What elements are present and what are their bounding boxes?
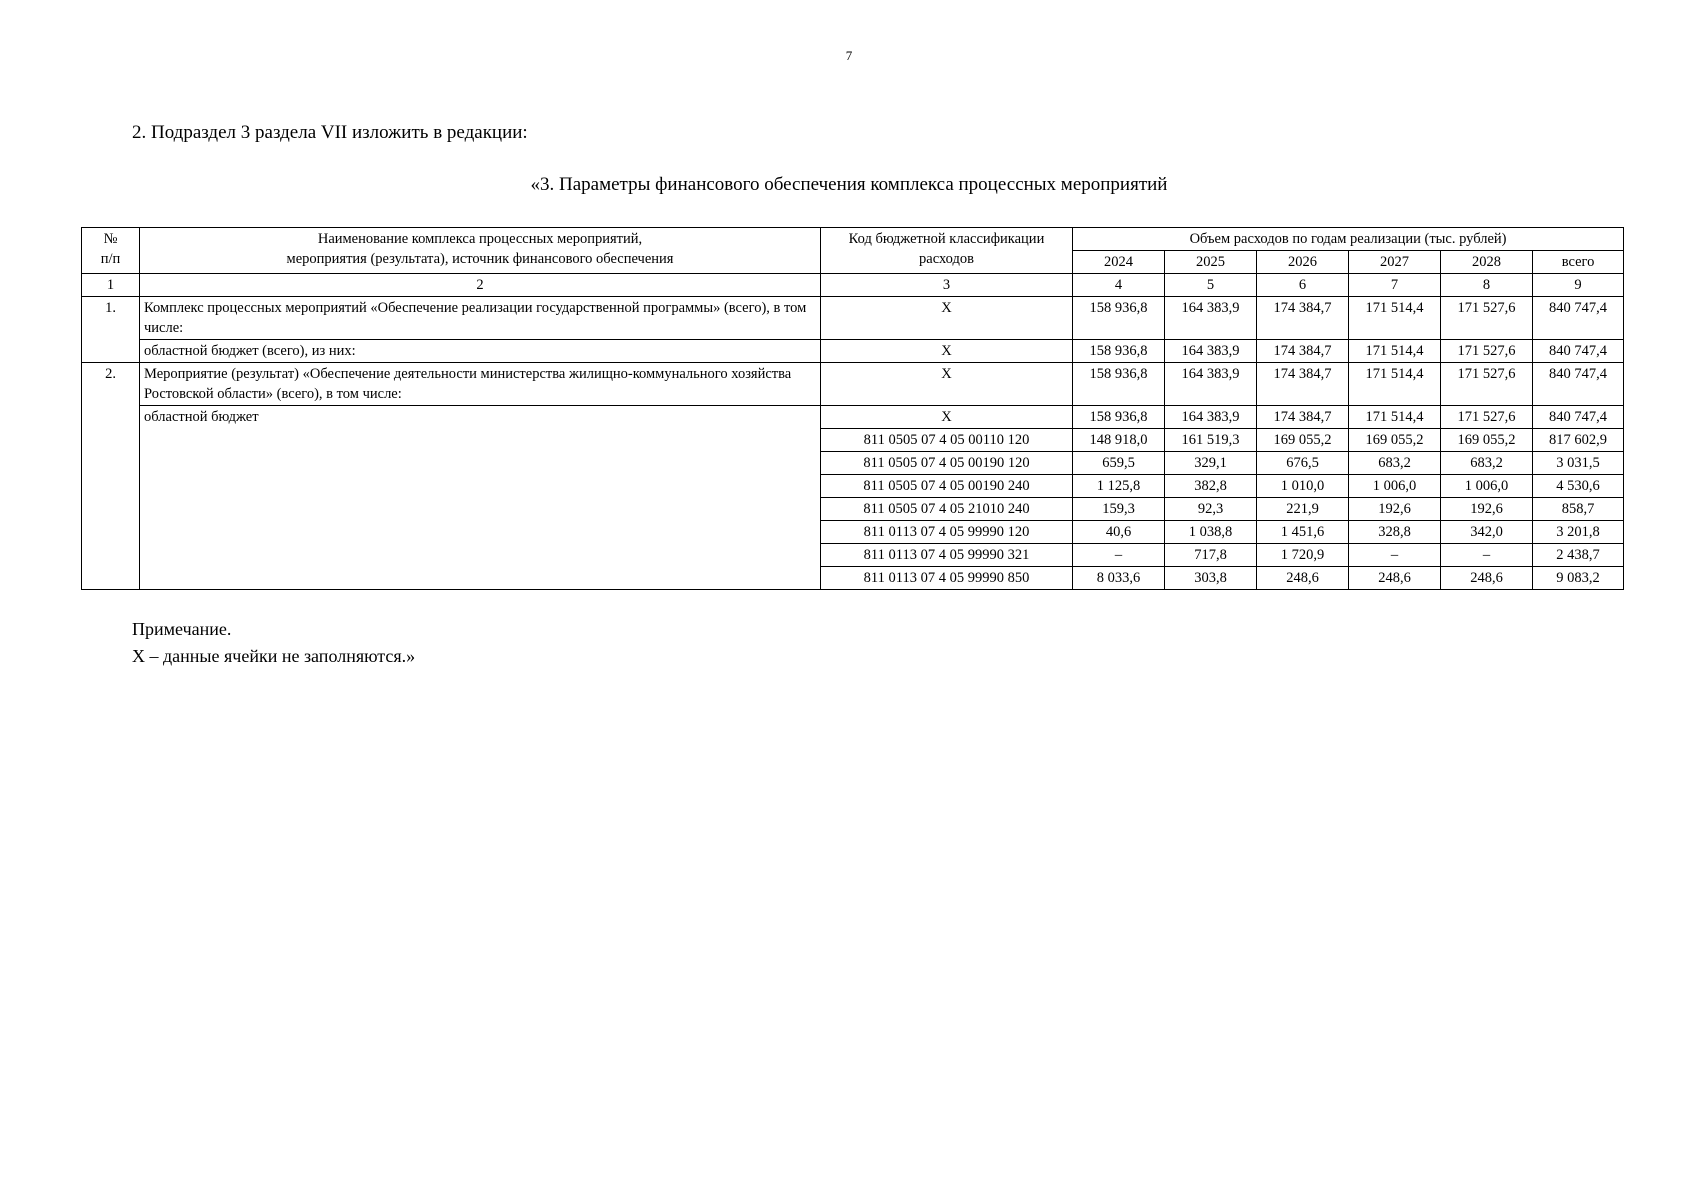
row-name: Мероприятие (результат) «Обеспечение деятельности министерства жилищно-коммунального хозяйства Ростовской области» (всего), в том числе:	[140, 363, 821, 406]
column-number: 2	[140, 274, 821, 297]
header-num	[82, 228, 140, 274]
column-number: 5	[1165, 274, 1257, 297]
row-value: 248,6	[1349, 567, 1441, 590]
row-value: –	[1073, 544, 1165, 567]
row-value: 817 602,9	[1533, 429, 1624, 452]
row-code: 811 0505 07 4 05 00190 120	[821, 452, 1073, 475]
header-name-line1: Наименование комплекса процессных мероприятий,	[317, 231, 643, 247]
row-value: 248,6	[1441, 567, 1533, 590]
row-code: 811 0113 07 4 05 99990 120	[821, 521, 1073, 544]
row-value: 248,6	[1257, 567, 1349, 590]
row-value: 1 006,0	[1349, 475, 1441, 498]
row-value: 3 031,5	[1533, 452, 1624, 475]
row-value: 1 720,9	[1257, 544, 1349, 567]
row-value: 171 514,4	[1349, 406, 1441, 429]
row-value: 221,9	[1257, 498, 1349, 521]
row-value: 840 747,4	[1533, 340, 1624, 363]
note-title: Примечание.	[132, 619, 232, 639]
row-value: –	[1349, 544, 1441, 567]
row-value: 192,6	[1441, 498, 1533, 521]
column-number: 8	[1441, 274, 1533, 297]
column-number: 6	[1257, 274, 1349, 297]
header-year: 2026	[1257, 251, 1349, 274]
row-value: –	[1441, 544, 1533, 567]
row-value: 158 936,8	[1073, 340, 1165, 363]
row-value: 158 936,8	[1073, 406, 1165, 429]
header-num-line1: №	[103, 231, 118, 247]
row-value: 328,8	[1349, 521, 1441, 544]
row-code: 811 0505 07 4 05 00110 120	[821, 429, 1073, 452]
intro-paragraph: 2. Подраздел 3 раздела VII изложить в редакции:	[132, 122, 528, 143]
header-row-1	[82, 228, 1624, 251]
row-value: 303,8	[1165, 567, 1257, 590]
header-total: всего	[1533, 251, 1624, 274]
row-value: 174 384,7	[1257, 297, 1349, 340]
column-number: 7	[1349, 274, 1441, 297]
row-number: 1.	[82, 297, 140, 363]
row-value: 171 527,6	[1441, 363, 1533, 406]
row-value: 1 006,0	[1441, 475, 1533, 498]
row-code: X	[821, 340, 1073, 363]
row-value: 40,6	[1073, 521, 1165, 544]
table-row	[82, 340, 1624, 363]
row-value: 683,2	[1441, 452, 1533, 475]
row-value: 171 527,6	[1441, 406, 1533, 429]
row-value: 382,8	[1165, 475, 1257, 498]
row-value: 164 383,9	[1165, 406, 1257, 429]
row-value: 171 527,6	[1441, 340, 1533, 363]
row-value: 342,0	[1441, 521, 1533, 544]
row-value: 171 514,4	[1349, 297, 1441, 340]
header-year: 2024	[1073, 251, 1165, 274]
row-value: 171 514,4	[1349, 340, 1441, 363]
row-code: 811 0113 07 4 05 99990 321	[821, 544, 1073, 567]
row-code: 811 0113 07 4 05 99990 850	[821, 567, 1073, 590]
page-number: 7	[845, 48, 853, 63]
row-value: 158 936,8	[1073, 363, 1165, 406]
row-code: X	[821, 297, 1073, 340]
table-row	[82, 406, 1624, 429]
row-value: 858,7	[1533, 498, 1624, 521]
row-value: 9 083,2	[1533, 567, 1624, 590]
row-value: 840 747,4	[1533, 297, 1624, 340]
header-name	[140, 228, 821, 274]
row-value: 3 201,8	[1533, 521, 1624, 544]
row-name: областной бюджет (всего), из них:	[140, 340, 821, 363]
row-value: 840 747,4	[1533, 406, 1624, 429]
row-value: 1 010,0	[1257, 475, 1349, 498]
row-code: X	[821, 406, 1073, 429]
table-row	[82, 297, 1624, 340]
row-code: X	[821, 363, 1073, 406]
row-value: 164 383,9	[1165, 297, 1257, 340]
header-year: 2025	[1165, 251, 1257, 274]
row-value: 1 038,8	[1165, 521, 1257, 544]
row-value: 171 527,6	[1441, 297, 1533, 340]
row-value: 192,6	[1349, 498, 1441, 521]
header-volume: Объем расходов по годам реализации (тыс. рублей)	[1073, 228, 1624, 251]
row-value: 158 936,8	[1073, 297, 1165, 340]
column-number: 4	[1073, 274, 1165, 297]
row-name: Комплекс процессных мероприятий «Обеспечение реализации государственной программы» (всего), в том числе:	[140, 297, 821, 340]
header-num-line2: п/п	[100, 251, 121, 267]
row-value: 174 384,7	[1257, 406, 1349, 429]
row-value: 659,5	[1073, 452, 1165, 475]
column-number: 9	[1533, 274, 1624, 297]
note-block	[132, 616, 415, 670]
row-value: 148 918,0	[1073, 429, 1165, 452]
row-value: 2 438,7	[1533, 544, 1624, 567]
header-name-line2: мероприятия (результата), источник финансового обеспечения	[286, 251, 674, 267]
financing-table	[81, 227, 1624, 590]
row-value: 169 055,2	[1257, 429, 1349, 452]
row-value: 169 055,2	[1349, 429, 1441, 452]
note-text: X – данные ячейки не заполняются.»	[132, 646, 416, 666]
row-code: 811 0505 07 4 05 21010 240	[821, 498, 1073, 521]
row-value: 840 747,4	[1533, 363, 1624, 406]
row-value: 171 514,4	[1349, 363, 1441, 406]
header-year: 2027	[1349, 251, 1441, 274]
row-value: 676,5	[1257, 452, 1349, 475]
row-value: 1 125,8	[1073, 475, 1165, 498]
row-value: 169 055,2	[1441, 429, 1533, 452]
row-value: 717,8	[1165, 544, 1257, 567]
row-value: 164 383,9	[1165, 363, 1257, 406]
row-value: 92,3	[1165, 498, 1257, 521]
row-value: 174 384,7	[1257, 340, 1349, 363]
header-code-line2: расходов	[919, 251, 974, 267]
row-number: 2.	[82, 363, 140, 590]
header-code-line1: Код бюджетной классификации	[848, 231, 1045, 247]
row-value: 159,3	[1073, 498, 1165, 521]
row-value: 683,2	[1349, 452, 1441, 475]
section-title: «3. Параметры финансового обеспечения комплекса процессных мероприятий	[530, 174, 1168, 195]
header-code	[821, 228, 1073, 274]
header-column-numbers	[82, 274, 1624, 297]
header-year: 2028	[1441, 251, 1533, 274]
row-value: 4 530,6	[1533, 475, 1624, 498]
column-number: 1	[82, 274, 140, 297]
row-value: 8 033,6	[1073, 567, 1165, 590]
row-value: 1 451,6	[1257, 521, 1349, 544]
row-value: 164 383,9	[1165, 340, 1257, 363]
row-value: 329,1	[1165, 452, 1257, 475]
column-number: 3	[821, 274, 1073, 297]
row-name: областной бюджет	[140, 406, 821, 590]
table-row	[82, 363, 1624, 406]
row-value: 174 384,7	[1257, 363, 1349, 406]
row-code: 811 0505 07 4 05 00190 240	[821, 475, 1073, 498]
row-value: 161 519,3	[1165, 429, 1257, 452]
